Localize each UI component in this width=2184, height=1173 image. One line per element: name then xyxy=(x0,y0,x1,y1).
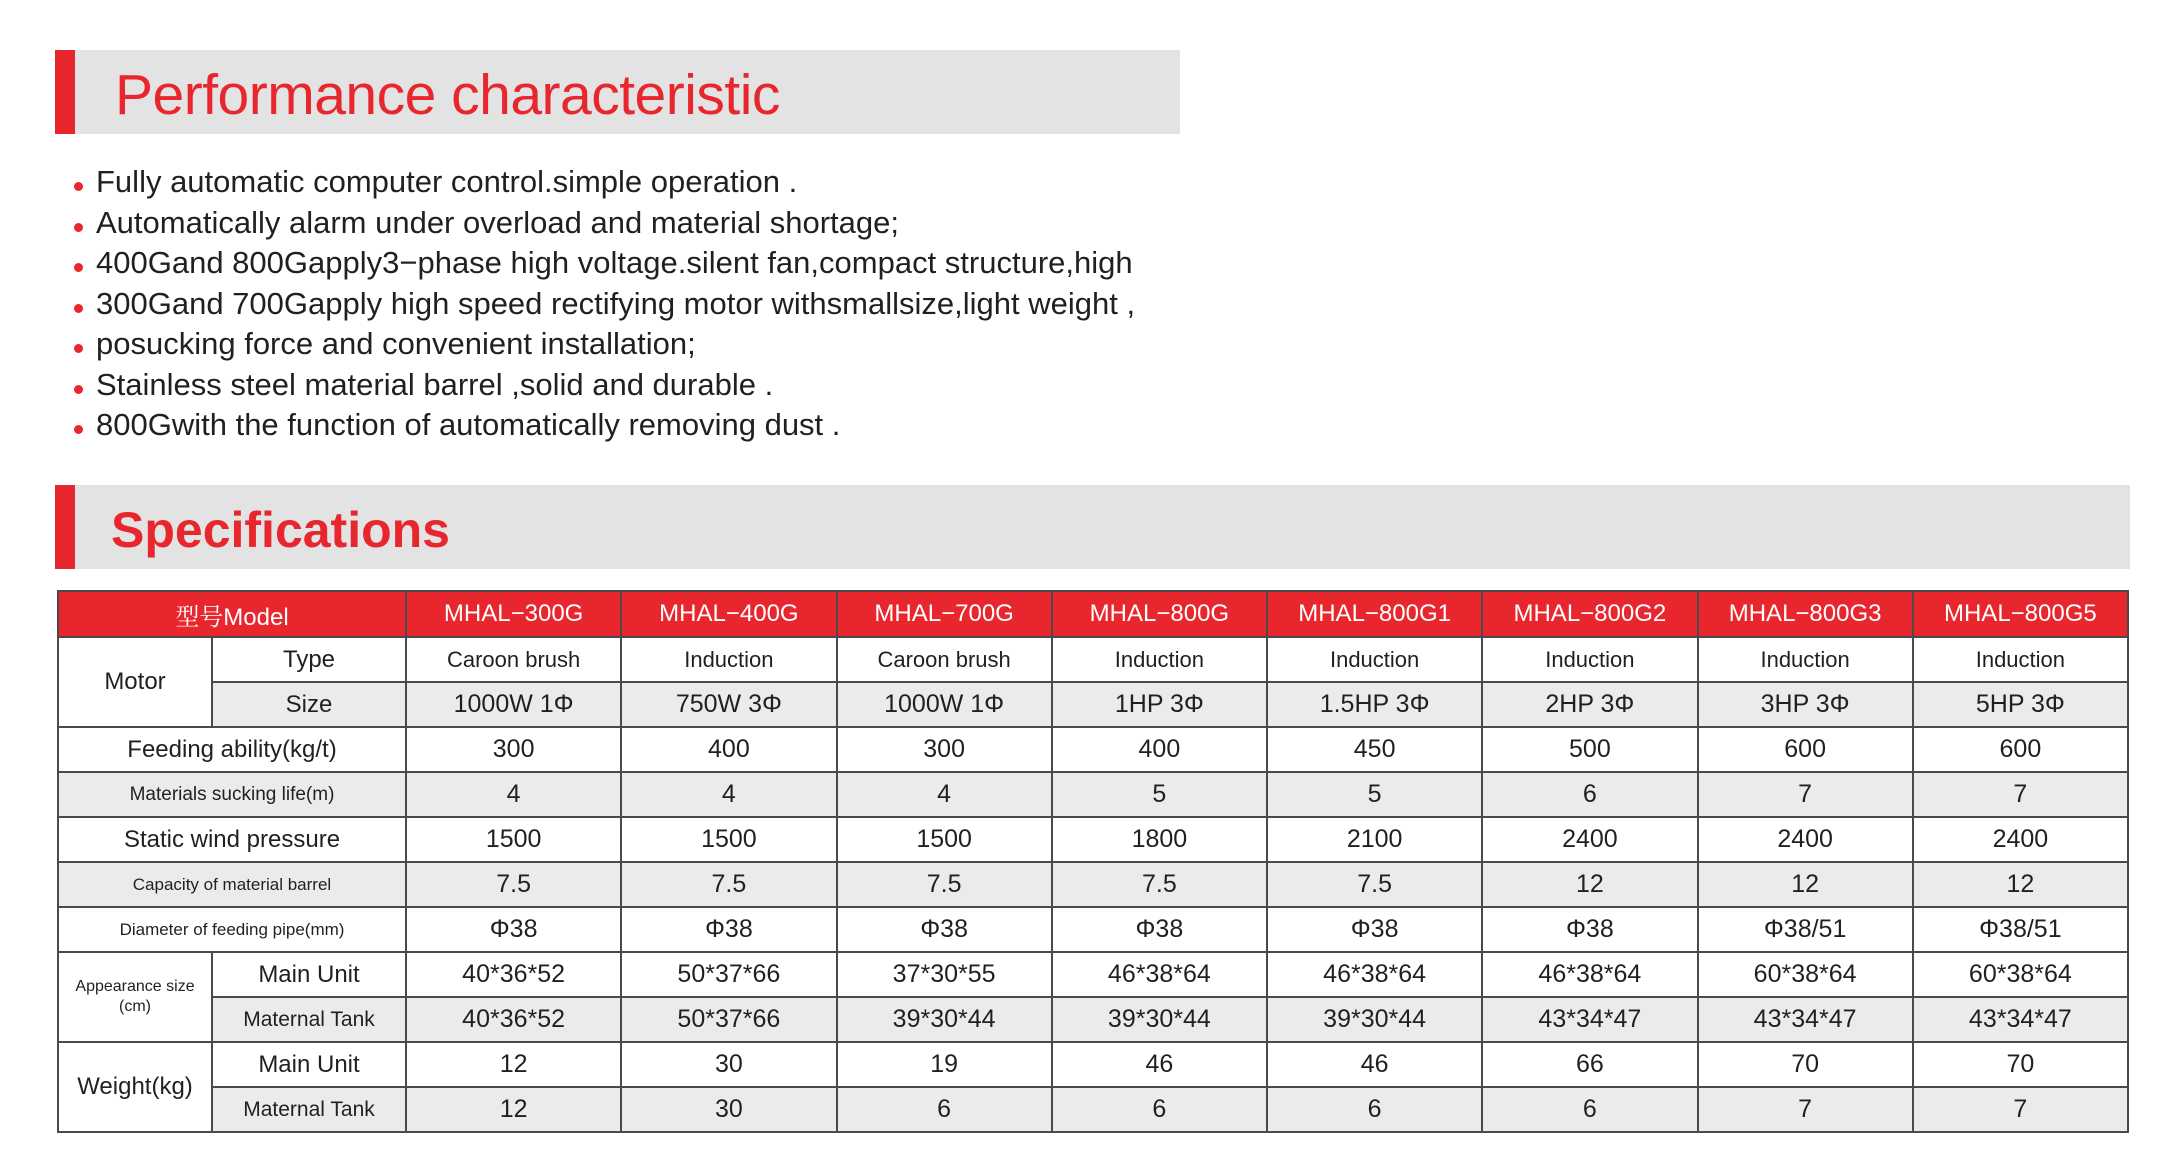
table-cell: 4 xyxy=(621,772,836,817)
table-cell: 5 xyxy=(1267,772,1482,817)
bullet-dot-icon xyxy=(74,385,83,394)
table-cell: Φ38 xyxy=(1482,907,1697,952)
accent-bar xyxy=(55,50,75,134)
feature-item xyxy=(72,324,1135,365)
table-header-row xyxy=(58,591,2128,637)
table-cell: 70 xyxy=(1698,1042,1913,1087)
table-cell: Φ38/51 xyxy=(1913,907,2128,952)
table-cell: 2400 xyxy=(1482,817,1697,862)
feature-text: posucking force and convenient installation; xyxy=(96,326,696,361)
pipe-label: Diameter of feeding pipe(mm) xyxy=(58,907,406,952)
bullet-dot-icon xyxy=(74,304,83,313)
feature-item xyxy=(72,203,1135,244)
table-cell: Φ38 xyxy=(837,907,1052,952)
table-cell: 6 xyxy=(1482,1087,1697,1132)
table-cell: 7.5 xyxy=(621,862,836,907)
table-cell: Φ38 xyxy=(1267,907,1482,952)
table-cell: 12 xyxy=(406,1042,621,1087)
model-header-cell: MHAL−800G3 xyxy=(1698,591,1913,637)
table-cell: 50*37*66 xyxy=(621,997,836,1042)
table-cell: 4 xyxy=(837,772,1052,817)
table-row xyxy=(58,1087,2128,1132)
table-cell: 40*36*52 xyxy=(406,997,621,1042)
performance-header xyxy=(55,50,1180,134)
size-label: Size xyxy=(212,682,406,727)
table-cell: 12 xyxy=(406,1087,621,1132)
table-cell: 300 xyxy=(406,727,621,772)
table-cell: 39*30*44 xyxy=(1267,997,1482,1042)
table-cell: 7 xyxy=(1698,772,1913,817)
table-cell: 2400 xyxy=(1913,817,2128,862)
bullet-dot-icon xyxy=(74,425,83,434)
table-cell: 46*38*64 xyxy=(1052,952,1267,997)
table-cell: 450 xyxy=(1267,727,1482,772)
table-cell: 6 xyxy=(1482,772,1697,817)
table-cell: Caroon brush xyxy=(406,637,621,682)
table-cell: 600 xyxy=(1698,727,1913,772)
table-cell: 1.5HP 3Φ xyxy=(1267,682,1482,727)
table-cell: 43*34*47 xyxy=(1913,997,2128,1042)
table-cell: 7 xyxy=(1913,772,2128,817)
table-row xyxy=(58,637,2128,682)
table-row xyxy=(58,727,2128,772)
table-cell: 1000W 1Φ xyxy=(406,682,621,727)
table-cell: 7.5 xyxy=(1052,862,1267,907)
table-row xyxy=(58,997,2128,1042)
feature-item xyxy=(72,162,1135,203)
table-cell: 1HP 3Φ xyxy=(1052,682,1267,727)
specifications-header xyxy=(55,485,2130,569)
table-cell: Φ38 xyxy=(621,907,836,952)
table-cell: 7.5 xyxy=(1267,862,1482,907)
feature-text: 800Gwith the function of automatically removing dust . xyxy=(96,407,841,442)
table-cell: 46*38*64 xyxy=(1267,952,1482,997)
table-cell: 5HP 3Φ xyxy=(1913,682,2128,727)
feature-text: Automatically alarm under overload and material shortage; xyxy=(96,204,899,240)
feature-item xyxy=(72,284,1135,325)
table-cell: 7 xyxy=(1913,1087,2128,1132)
table-cell: 50*37*66 xyxy=(621,952,836,997)
model-header-cell: MHAL−400G xyxy=(621,591,836,637)
table-cell: 43*34*47 xyxy=(1482,997,1697,1042)
feeding-label: Feeding ability(kg/t) xyxy=(58,727,406,772)
model-header-cell: MHAL−800G2 xyxy=(1482,591,1697,637)
table-row xyxy=(58,952,2128,997)
table-row xyxy=(58,817,2128,862)
table-cell: 6 xyxy=(1267,1087,1482,1132)
table-cell: Φ38/51 xyxy=(1698,907,1913,952)
bullet-dot-icon xyxy=(74,344,83,353)
feature-text: Stainless steel material barrel ,solid and durable . xyxy=(96,366,774,402)
table-cell: 40*36*52 xyxy=(406,952,621,997)
feature-text: 300Gand 700Gapply high speed rectifying motor withsmallsize,light weight , xyxy=(96,285,1136,321)
table-cell: 39*30*44 xyxy=(837,997,1052,1042)
table-cell: 750W 3Φ xyxy=(621,682,836,727)
table-cell: 70 xyxy=(1913,1042,2128,1087)
model-header-cell: MHAL−800G5 xyxy=(1913,591,2128,637)
table-row xyxy=(58,772,2128,817)
table-cell: 60*38*64 xyxy=(1698,952,1913,997)
table-cell: 46*38*64 xyxy=(1482,952,1697,997)
table-cell: 19 xyxy=(837,1042,1052,1087)
table-cell: 39*30*44 xyxy=(1052,997,1267,1042)
feature-list xyxy=(72,162,1135,446)
appearance-tank-label: Maternal Tank xyxy=(212,997,406,1042)
table-cell: Induction xyxy=(1698,637,1913,682)
sucking-label: Materials sucking life(m) xyxy=(58,772,406,817)
table-cell: Induction xyxy=(621,637,836,682)
table-cell: 12 xyxy=(1698,862,1913,907)
weight-label: Weight(kg) xyxy=(58,1042,212,1132)
table-cell: 12 xyxy=(1913,862,2128,907)
feature-item xyxy=(72,405,1135,446)
table-row xyxy=(58,682,2128,727)
table-cell: Induction xyxy=(1913,637,2128,682)
table-cell: 30 xyxy=(621,1087,836,1132)
table-cell: 500 xyxy=(1482,727,1697,772)
model-header-cell: MHAL−800G1 xyxy=(1267,591,1482,637)
table-cell: 1500 xyxy=(837,817,1052,862)
table-cell: 46 xyxy=(1267,1042,1482,1087)
table-cell: 4 xyxy=(406,772,621,817)
table-cell: 6 xyxy=(837,1087,1052,1132)
table-cell: 66 xyxy=(1482,1042,1697,1087)
table-cell: Induction xyxy=(1052,637,1267,682)
bullet-dot-icon xyxy=(74,223,83,232)
table-cell: 37*30*55 xyxy=(837,952,1052,997)
weight-main-label: Main Unit xyxy=(212,1042,406,1087)
feature-text: Fully automatic computer control.simple operation . xyxy=(96,164,798,199)
feature-text: 400Gand 800Gapply3−phase high voltage.silent fan,compact structure,high xyxy=(96,245,1133,280)
table-cell: 1500 xyxy=(621,817,836,862)
table-cell: 300 xyxy=(837,727,1052,772)
table-cell: 7 xyxy=(1698,1087,1913,1132)
table-cell: 1500 xyxy=(406,817,621,862)
specifications-title: Specifications xyxy=(111,502,450,558)
table-cell: 1000W 1Φ xyxy=(837,682,1052,727)
table-cell: 60*38*64 xyxy=(1913,952,2128,997)
table-cell: 3HP 3Φ xyxy=(1698,682,1913,727)
table-cell: 2100 xyxy=(1267,817,1482,862)
bullet-dot-icon xyxy=(74,263,83,272)
table-cell: 1800 xyxy=(1052,817,1267,862)
table-cell: 400 xyxy=(1052,727,1267,772)
model-header-cell: MHAL−800G xyxy=(1052,591,1267,637)
table-cell: Φ38 xyxy=(406,907,621,952)
table-row xyxy=(58,862,2128,907)
table-cell: 400 xyxy=(621,727,836,772)
table-cell: Φ38 xyxy=(1052,907,1267,952)
feature-item xyxy=(72,243,1135,284)
table-cell: 6 xyxy=(1052,1087,1267,1132)
table-cell: 2400 xyxy=(1698,817,1913,862)
model-header-label: 型号Model xyxy=(58,591,406,637)
table-cell: Induction xyxy=(1267,637,1482,682)
table-cell: 5 xyxy=(1052,772,1267,817)
model-header-cell: MHAL−700G xyxy=(837,591,1052,637)
feature-item xyxy=(72,365,1135,406)
table-cell: 30 xyxy=(621,1042,836,1087)
table-cell: 46 xyxy=(1052,1042,1267,1087)
weight-tank-label: Maternal Tank xyxy=(212,1087,406,1132)
type-label: Type xyxy=(212,637,406,682)
motor-label: Motor xyxy=(58,637,212,727)
accent-bar xyxy=(55,485,75,569)
bullet-dot-icon xyxy=(74,182,83,191)
table-row xyxy=(58,1042,2128,1087)
barrel-label: Capacity of material barrel xyxy=(58,862,406,907)
table-cell: 12 xyxy=(1482,862,1697,907)
table-cell: 7.5 xyxy=(406,862,621,907)
specifications-table xyxy=(57,590,2129,1133)
wind-label: Static wind pressure xyxy=(58,817,406,862)
table-cell: 43*34*47 xyxy=(1698,997,1913,1042)
table-cell: Caroon brush xyxy=(837,637,1052,682)
table-cell: 600 xyxy=(1913,727,2128,772)
appearance-label: Appearance size (cm) xyxy=(58,952,212,1042)
performance-title: Performance characteristic xyxy=(115,63,780,127)
table-row xyxy=(58,907,2128,952)
table-cell: 7.5 xyxy=(837,862,1052,907)
appearance-main-label: Main Unit xyxy=(212,952,406,997)
table-cell: Induction xyxy=(1482,637,1697,682)
model-header-cell: MHAL−300G xyxy=(406,591,621,637)
table-cell: 2HP 3Φ xyxy=(1482,682,1697,727)
